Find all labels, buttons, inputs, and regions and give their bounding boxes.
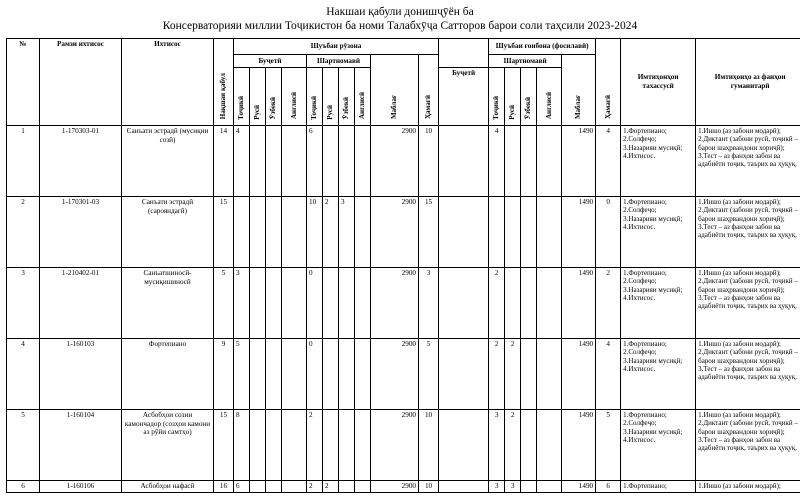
row-ft-c-uzb <box>339 410 355 481</box>
row-ft-amount: 2900 <box>371 410 419 481</box>
row-pt-budget <box>439 126 489 197</box>
header-pt-c-rus: Русӣ <box>508 104 517 120</box>
row-ft-b-rus <box>250 410 266 481</box>
row-pt-c-eng <box>537 339 562 410</box>
row-pt-c-uzb <box>521 481 537 493</box>
header-pt-amount-cell <box>562 55 596 126</box>
row-pt-c-uzb <box>521 268 537 339</box>
row-code: 1-160106 <box>40 481 122 493</box>
row-pt-amount: 1490 <box>562 126 596 197</box>
row-ft-c-taj: 6 <box>307 126 323 197</box>
row-pt-c-taj: 3 <box>489 481 505 493</box>
header-num: № <box>7 39 40 126</box>
exam-line: 2.Солфеҷо; <box>623 348 657 357</box>
row-pt-c-taj <box>489 197 505 268</box>
row-ft-c-uzb <box>339 268 355 339</box>
header-pt-c-uzb: Ӯзбекӣ <box>524 96 533 120</box>
row-ft-c-rus <box>323 268 339 339</box>
row-ft-b-taj: 6 <box>234 481 250 493</box>
row-ft-c-eng <box>355 481 371 493</box>
exam-line: 1.Иншо (аз забони модарӣ); <box>698 198 781 206</box>
row-exam-spec <box>621 339 696 410</box>
row-pt-c-taj: 3 <box>489 410 505 481</box>
header-pt-c-eng-cell <box>537 68 562 126</box>
row-ft-c-rus <box>323 339 339 410</box>
row-ft-b-uzb <box>266 126 282 197</box>
exam-line: 1.Фортепиано; <box>623 127 667 135</box>
header-ft-total: Ҳамагӣ <box>424 95 433 120</box>
exam-line: 1.Иншо (аз забони модарӣ); <box>698 127 781 135</box>
row-code: 1-170303-01 <box>40 126 122 197</box>
header-ft-c-rus-cell <box>323 68 339 126</box>
row-exam-spec <box>621 410 696 481</box>
row-ft-c-rus: 2 <box>323 197 339 268</box>
header-ft-b-eng-cell <box>282 68 307 126</box>
row-pt-c-eng <box>537 197 562 268</box>
exam-line: 2.Диктант (забони русӣ, тоҷикӣ – барои шаҳрвандони хориҷӣ); <box>698 419 798 436</box>
header-exam-hum: Имтиҳонҳо аз фанҳои гуманитарӣ <box>696 39 800 126</box>
row-specialty: Санъати эстрадӣ (сарояндагӣ) <box>122 197 214 268</box>
header-ft-c-taj: Тоҷикӣ <box>310 95 319 120</box>
row-ft-amount: 2900 <box>371 339 419 410</box>
row-pt-c-eng <box>537 126 562 197</box>
header-pt-contract: Шартномавӣ <box>489 55 562 68</box>
exam-line: 2.Диктант (забони русӣ, тоҷикӣ – барои шаҳрвандони хориҷӣ); <box>698 135 798 152</box>
row-ft-b-rus <box>250 339 266 410</box>
header-ft-c-eng-cell <box>355 68 371 126</box>
row-ft-amount: 2900 <box>371 126 419 197</box>
row-pt-total: 2 <box>596 268 621 339</box>
exam-line: 2.Солфеҷо; <box>623 206 657 215</box>
exam-line: 3.Назарияи мусиқӣ; <box>623 285 683 294</box>
header-pt-budget-top <box>439 39 489 68</box>
row-pt-budget <box>439 481 489 493</box>
row-ft-total: 5 <box>419 339 439 410</box>
row-ft-total: 10 <box>419 481 439 493</box>
row-ft-b-rus <box>250 197 266 268</box>
row-ft-b-eng <box>282 126 307 197</box>
header-pt-c-eng: Англисӣ <box>544 92 553 120</box>
row-ft-b-uzb <box>266 481 282 493</box>
row-ft-total: 10 <box>419 126 439 197</box>
row-pt-budget <box>439 197 489 268</box>
row-pt-c-eng <box>537 268 562 339</box>
row-pt-c-taj: 2 <box>489 268 505 339</box>
row-ft-b-eng <box>282 481 307 493</box>
exam-line: 1.Иншо (аз забони модарӣ); <box>698 411 781 419</box>
row-pt-c-taj: 2 <box>489 339 505 410</box>
row-ft-b-taj: 3 <box>234 268 250 339</box>
exam-line: 4.Ихтисос. <box>623 364 656 373</box>
row-exam-spec <box>621 481 696 493</box>
row-exam-hum <box>696 197 800 268</box>
row-ft-b-taj: 8 <box>234 410 250 481</box>
exam-line: 1.Иншо (аз забони модарӣ); <box>698 482 781 490</box>
row-ft-c-eng <box>355 268 371 339</box>
exam-line: 1.Иншо (аз забони модарӣ); <box>698 340 781 348</box>
row-specialty: Санъати эстрадӣ (мусиқии созӣ) <box>122 126 214 197</box>
row-exam-hum <box>696 126 800 197</box>
row-num: 1 <box>7 126 40 197</box>
row-ft-amount: 2900 <box>371 197 419 268</box>
row-pt-budget <box>439 410 489 481</box>
header-parttime: Шуъбаи ғоибона (фосилавӣ) <box>489 39 596 55</box>
header-fulltime: Шуъбаи рӯзона <box>234 39 439 55</box>
exam-line: 4.Ихтисос. <box>623 435 656 444</box>
header-ft-c-taj-cell <box>307 68 323 126</box>
row-ft-total: 15 <box>419 197 439 268</box>
header-ft-b-taj-cell <box>234 68 250 126</box>
row-pt-c-rus: 2 <box>505 339 521 410</box>
row-ft-total: 3 <box>419 268 439 339</box>
row-ft-c-taj: 0 <box>307 268 323 339</box>
document-title <box>0 0 800 33</box>
row-ft-b-rus <box>250 268 266 339</box>
exam-line: 1.Фортепиано; <box>623 269 667 277</box>
row-code: 1-160103 <box>40 339 122 410</box>
header-ft-amount-cell <box>371 55 419 126</box>
header-ft-c-rus: Русӣ <box>326 104 335 120</box>
exam-line: 4.Ихтисос. <box>623 151 656 160</box>
row-ft-b-eng <box>282 339 307 410</box>
table-row <box>7 268 800 339</box>
table-body <box>7 126 800 493</box>
header-ft-b-rus-cell <box>250 68 266 126</box>
row-code: 1-210402-01 <box>40 268 122 339</box>
table-row <box>7 197 800 268</box>
header-pt-c-uzb-cell <box>521 68 537 126</box>
row-exam-spec <box>621 197 696 268</box>
row-pt-c-taj: 4 <box>489 126 505 197</box>
row-pt-total: 5 <box>596 410 621 481</box>
row-ft-c-uzb <box>339 481 355 493</box>
row-plan: 9 <box>214 339 234 410</box>
exam-line: 1.Фортепиано; <box>623 482 667 490</box>
header-plan: Нақшаи қабул <box>219 73 228 120</box>
exam-line: 2.Солфеҷо; <box>623 135 657 144</box>
header-exam-spec: Имтиҳонҳои тахассусӣ <box>621 39 696 126</box>
row-ft-c-eng <box>355 126 371 197</box>
row-pt-total: 0 <box>596 197 621 268</box>
row-pt-total: 6 <box>596 481 621 493</box>
row-ft-total: 10 <box>419 410 439 481</box>
table-row <box>7 126 800 197</box>
row-pt-total: 4 <box>596 339 621 410</box>
title-line-1: Накшаи қабули донишҷӯён ба <box>326 6 474 18</box>
row-specialty: Асбобҳои нафасӣ <box>122 481 214 493</box>
row-ft-c-rus <box>323 126 339 197</box>
row-num: 4 <box>7 339 40 410</box>
row-num: 6 <box>7 481 40 493</box>
row-ft-b-rus <box>250 481 266 493</box>
title-line-2: Консерваторияи миллии Тоҷикистон ба номи Талабхӯҷа Сатторов барои соли таҳсили 2023-2024 <box>162 20 638 32</box>
row-num: 2 <box>7 197 40 268</box>
row-ft-c-rus <box>323 410 339 481</box>
row-pt-amount: 1490 <box>562 339 596 410</box>
row-code: 1-170301-03 <box>40 197 122 268</box>
row-ft-c-taj: 0 <box>307 339 323 410</box>
row-ft-b-eng <box>282 410 307 481</box>
exam-line: 2.Солфеҷо; <box>623 277 657 286</box>
row-num: 3 <box>7 268 40 339</box>
row-pt-c-rus: 2 <box>505 410 521 481</box>
row-pt-c-uzb <box>521 339 537 410</box>
row-exam-spec <box>621 126 696 197</box>
header-ft-c-uzb: Ӯзбекӣ <box>342 96 351 120</box>
row-pt-c-rus <box>505 268 521 339</box>
row-pt-c-rus <box>505 126 521 197</box>
header-ft-c-uzb-cell <box>339 68 355 126</box>
header-ft-total-cell <box>419 55 439 126</box>
exam-line: 4.Ихтисос. <box>623 222 656 231</box>
row-ft-b-taj: 4 <box>234 126 250 197</box>
row-pt-amount: 1490 <box>562 481 596 493</box>
table-row <box>7 481 800 493</box>
row-specialty: Фортепиано <box>122 339 214 410</box>
header-pt-budget: Буҷетӣ <box>439 68 489 126</box>
exam-line: 1.Фортепиано; <box>623 411 667 419</box>
row-ft-c-uzb <box>339 339 355 410</box>
header-ft-b-uzb: Ӯзбекӣ <box>269 96 278 120</box>
header-ft-b-taj: Тоҷикӣ <box>237 95 246 120</box>
row-specialty: Санъатшиносӣ-мусиқишиносӣ <box>122 268 214 339</box>
row-ft-c-taj: 2 <box>307 481 323 493</box>
row-ft-b-eng <box>282 268 307 339</box>
header-specialty: Ихтисос <box>122 39 214 126</box>
row-ft-c-rus: 2 <box>323 481 339 493</box>
row-ft-c-eng <box>355 339 371 410</box>
row-pt-budget <box>439 268 489 339</box>
header-pt-total-cell <box>596 39 621 126</box>
exam-line: 2.Солфеҷо; <box>623 419 657 428</box>
exam-line: 3.Назарияи мусиқӣ; <box>623 214 683 223</box>
row-pt-c-uzb <box>521 410 537 481</box>
exam-line: 4.Ихтисос. <box>623 293 656 302</box>
row-pt-amount: 1490 <box>562 268 596 339</box>
row-ft-c-taj: 10 <box>307 197 323 268</box>
exam-line: 3.Тест – аз фанҳои забон ва адабиёти тоҷик, таърих ва ҳуқуқ. <box>698 293 798 311</box>
header-ft-amount: Маблағ <box>390 95 399 120</box>
table-row <box>7 339 800 410</box>
row-pt-c-rus: 3 <box>505 481 521 493</box>
row-plan: 14 <box>214 126 234 197</box>
header-pt-total: Ҳамагӣ <box>603 95 612 120</box>
header-ft-contract: Шартномавӣ <box>307 55 371 68</box>
row-ft-b-uzb <box>266 410 282 481</box>
row-code: 1-160104 <box>40 410 122 481</box>
admission-plan-table <box>6 38 800 493</box>
exam-line: 1.Иншо (аз забони модарӣ); <box>698 269 781 277</box>
row-exam-hum <box>696 268 800 339</box>
row-ft-b-taj: 5 <box>234 339 250 410</box>
header-ft-b-uzb-cell <box>266 68 282 126</box>
exam-line: 3.Тест – аз фанҳои забон ва адабиёти тоҷик, таърих ва ҳуқуқ. <box>698 151 798 169</box>
exam-line: 1.Фортепиано; <box>623 198 667 206</box>
header-code: Рамзи ихтисос <box>40 39 122 126</box>
row-ft-c-eng <box>355 197 371 268</box>
row-ft-c-taj: 2 <box>307 410 323 481</box>
row-pt-c-uzb <box>521 126 537 197</box>
header-ft-b-eng: Англисӣ <box>289 92 298 120</box>
row-ft-b-uzb <box>266 268 282 339</box>
exam-line: 2.Диктант (забони русӣ, тоҷикӣ – барои шаҳрвандони хориҷӣ); <box>698 277 798 294</box>
row-ft-c-eng <box>355 410 371 481</box>
table-row <box>7 410 800 481</box>
row-pt-budget <box>439 339 489 410</box>
header-plan-cell <box>214 39 234 126</box>
exam-line: 3.Тест – аз фанҳои забон ва адабиёти тоҷик, таърих ва ҳуқуқ. <box>698 435 798 453</box>
row-ft-amount: 2900 <box>371 268 419 339</box>
row-ft-b-uzb <box>266 339 282 410</box>
row-plan: 15 <box>214 410 234 481</box>
header-pt-c-taj-cell <box>489 68 505 126</box>
exam-line: 3.Назарияи мусиқӣ; <box>623 427 683 436</box>
row-ft-c-uzb <box>339 126 355 197</box>
row-pt-c-eng <box>537 481 562 493</box>
row-pt-c-uzb <box>521 197 537 268</box>
row-ft-b-uzb <box>266 197 282 268</box>
exam-line: 3.Тест – аз фанҳои забон ва адабиёти тоҷик, таърих ва ҳуқуқ. <box>698 364 798 382</box>
exam-line: 2.Диктант (забони русӣ, тоҷикӣ – барои шаҳрвандони хориҷӣ); <box>698 206 798 223</box>
header-ft-budget: Буҷетӣ <box>234 55 307 68</box>
row-exam-hum <box>696 410 800 481</box>
row-pt-total: 4 <box>596 126 621 197</box>
row-pt-amount: 1490 <box>562 410 596 481</box>
exam-line: 3.Назарияи мусиқӣ; <box>623 143 683 152</box>
row-ft-c-uzb: 3 <box>339 197 355 268</box>
row-ft-b-eng <box>282 197 307 268</box>
exam-line: 2.Диктант (забони русӣ, тоҷикӣ – барои шаҳрвандони хориҷӣ); <box>698 348 798 365</box>
row-pt-amount: 1490 <box>562 197 596 268</box>
exam-line: 1.Фортепиано; <box>623 340 667 348</box>
header-ft-c-eng: Англисӣ <box>358 92 367 120</box>
exam-line: 3.Назарияи мусиқӣ; <box>623 356 683 365</box>
row-num: 5 <box>7 410 40 481</box>
header-ft-b-rus: Русӣ <box>253 104 262 120</box>
row-pt-c-eng <box>537 410 562 481</box>
row-ft-amount: 2900 <box>371 481 419 493</box>
row-exam-hum <box>696 481 800 493</box>
row-exam-hum <box>696 339 800 410</box>
header-pt-c-rus-cell <box>505 68 521 126</box>
row-plan: 16 <box>214 481 234 493</box>
row-plan: 5 <box>214 268 234 339</box>
exam-line: 3.Тест – аз фанҳои забон ва адабиёти тоҷик, таърих ва ҳуқуқ. <box>698 222 798 240</box>
row-exam-spec <box>621 268 696 339</box>
row-pt-c-rus <box>505 197 521 268</box>
row-ft-b-rus <box>250 126 266 197</box>
row-plan: 15 <box>214 197 234 268</box>
row-specialty: Асбобҳои созии камончадор (созҳои камони аз рӯйи самтҳо) <box>122 410 214 481</box>
row-ft-b-taj <box>234 197 250 268</box>
header-pt-c-taj: Тоҷикӣ <box>492 95 501 120</box>
header-pt-amount: Маблағ <box>574 95 583 120</box>
